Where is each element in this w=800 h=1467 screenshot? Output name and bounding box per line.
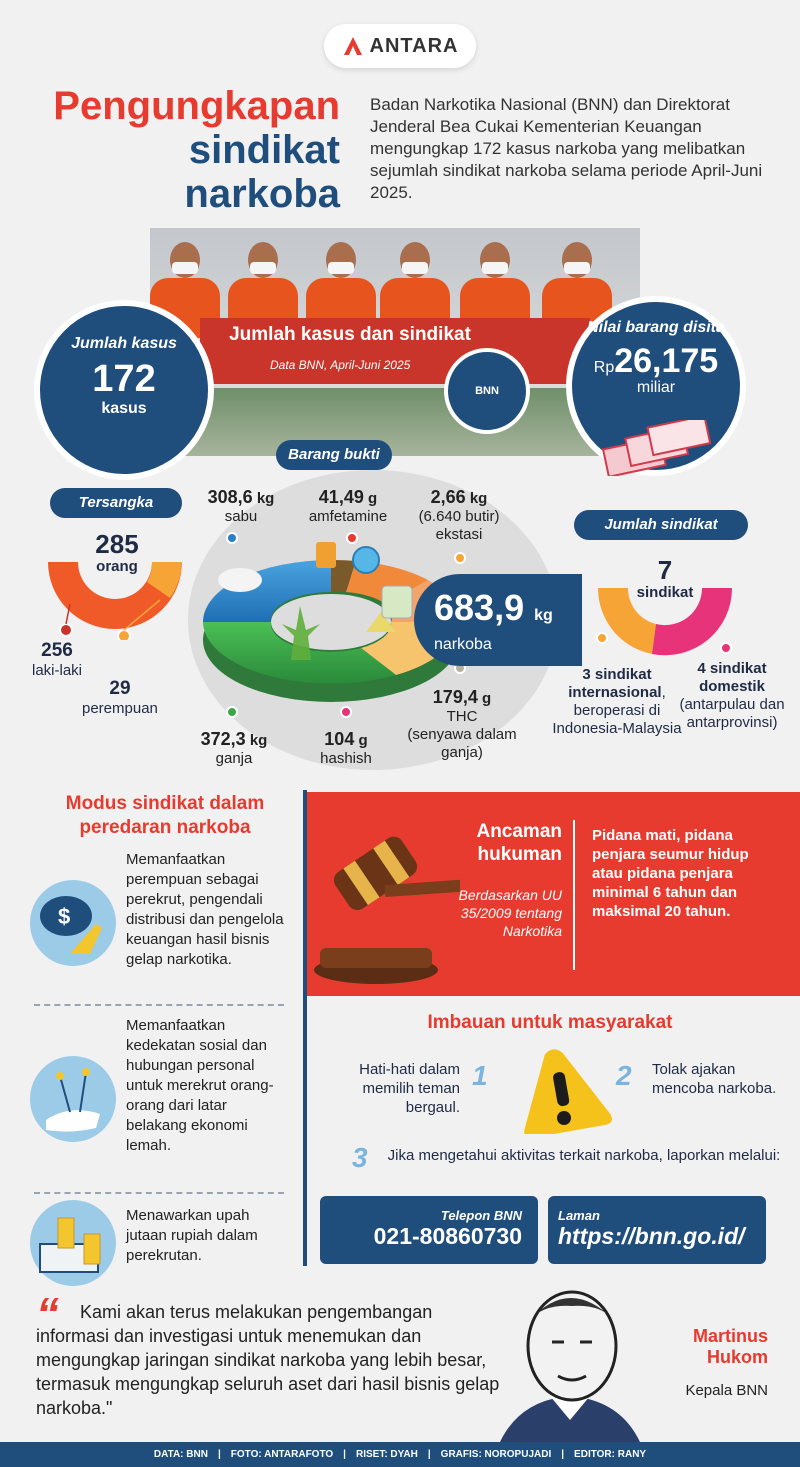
credit-separator: |: [561, 1449, 565, 1460]
imbauan-item-1: Hati-hati dalam memilih teman bergaul.: [359, 1061, 460, 1116]
imbauan-title: Imbauan untuk masyarakat: [427, 1012, 673, 1033]
ekstasi-unit: kg: [469, 490, 488, 507]
sabu-value: 308,6: [207, 487, 253, 507]
hukuman-text: Pidana mati, pidana penjara seumur hidup atau pidana penjara minimal 6 tahun dan maksimal 20 tahun.: [592, 827, 749, 920]
intl-dot: [596, 632, 608, 644]
amfetamine-name: amfetamine: [308, 508, 388, 525]
modus-text-3: Menawarkan upah jutaan rupiah dalam perekrutan.: [126, 1207, 258, 1264]
sindikat-domestik: [672, 660, 792, 732]
hukuman-divider: [573, 820, 575, 970]
nilai-value: 26,175: [614, 342, 719, 380]
thc-value: 179,4: [432, 687, 478, 707]
nilai-currency: Rp: [593, 359, 615, 376]
sindikat-internasional: [552, 666, 682, 738]
label-amfetamine: [298, 488, 398, 526]
total-value: 683,9: [434, 587, 525, 628]
ganja-name: ganja: [215, 750, 253, 767]
intl-bold: 3 sindikat internasional: [568, 666, 662, 701]
laman-link[interactable]: https://bnn.go.id/: [558, 1223, 745, 1249]
speaker-role: Kepala BNN: [685, 1382, 768, 1399]
female-label: perempuan: [82, 700, 158, 717]
barang-bukti-total: [414, 574, 582, 666]
title-line-1: Pengungkapan: [53, 84, 340, 128]
tersangka-pill: Tersangka: [50, 488, 182, 518]
modus-title: Modus sindikat dalam peredaran narkoba: [65, 793, 265, 838]
laman-label: Laman: [558, 1208, 600, 1223]
modus-text-1: Memanfaatkan perempuan sebagai perekrut, pengendali distribusi dan pengelola keuangan hasil bisnis gelap narkotika.: [126, 851, 284, 968]
dom-rest: (antarpulau dan antarprovinsi): [679, 696, 785, 731]
telepon-value[interactable]: 021-80860730: [373, 1223, 522, 1249]
hukuman-basis: Berdasarkan UU 35/2009 tentang Narkotika: [458, 887, 562, 939]
gavel-icon: [310, 800, 460, 990]
amfetamine-bottle-icon: [316, 542, 336, 568]
modus-item: [30, 1200, 290, 1280]
photo-banner: [200, 318, 590, 384]
nilai-value-row: [572, 342, 740, 381]
banner-title: Jumlah kasus dan sindikat: [229, 324, 471, 345]
amfetamine-unit: g: [368, 490, 378, 507]
thc-name: THC: [446, 708, 478, 725]
speaker-name: Martinus Hukom: [692, 1326, 768, 1367]
imbauan-item-3: Jika mengetahui aktivitas terkait narkoba, laporkan melalui:: [387, 1147, 781, 1164]
hashish-value: 104: [324, 729, 355, 749]
thc-unit: g: [482, 690, 492, 707]
speaker-portrait: [480, 1280, 660, 1442]
antara-logo-icon: [342, 35, 364, 57]
press-photo: [150, 228, 640, 456]
amfetamine-dot: [346, 532, 358, 544]
tersangka-female: [82, 678, 158, 717]
credit-riset: RISET: DYAH: [355, 1449, 418, 1460]
imbauan-item-2: Tolak ajakan mencoba narkoba.: [652, 1061, 777, 1097]
telepon-bnn-box: [320, 1196, 538, 1264]
female-dot: [118, 630, 130, 640]
telepon-label: Telepon BNN: [440, 1208, 522, 1223]
credit-separator: |: [217, 1449, 221, 1460]
credit-separator: |: [427, 1449, 431, 1460]
imbauan-number-3: 3: [352, 1142, 368, 1173]
credit-separator: |: [343, 1449, 346, 1460]
antara-logo-text: ANTARA: [369, 34, 459, 57]
credit-data: DATA: BNN: [153, 1449, 208, 1460]
tersangka-total-value: 285: [95, 529, 139, 559]
banner-source: Data BNN, April-Juni 2025: [270, 358, 411, 372]
male-label: laki-laki: [32, 662, 83, 679]
tersangka-total-unit: orang: [96, 558, 138, 575]
title-line-2: sindikat: [188, 128, 340, 172]
kasus-unit: kasus: [101, 400, 147, 417]
credit-editor: EDITOR: RANY: [574, 1449, 647, 1460]
nilai-unit: miliar: [636, 379, 676, 396]
kasus-value: 172: [92, 358, 156, 400]
label-sabu: [196, 488, 286, 526]
ganja-value: 372,3: [200, 729, 246, 749]
modus-item: [30, 850, 290, 990]
warning-sign-icon: [512, 1044, 612, 1134]
hukuman-title: Ancaman hukuman: [476, 821, 562, 865]
amfetamine-value: 41,49: [318, 487, 364, 507]
intro-text: Badan Narkotika Nasional (BNN) dan Direktorat Jenderal Bea Cukai Kementerian Keuangan mengungkap 172 kasus narkoba yang melibatkan sejumlah sindikat narkoba selama periode April-Juni 2025.: [370, 95, 763, 202]
kasus-label: Jumlah kasus: [71, 335, 177, 352]
ekstasi-dot: [454, 552, 466, 564]
sabu-name: sabu: [224, 508, 258, 525]
dashed-separator: [34, 1192, 284, 1194]
imbauan-number-2: 2: [616, 1060, 632, 1091]
ekstasi-value: 2,66: [430, 487, 466, 507]
label-ganja: [186, 730, 282, 768]
quote-text: Kami akan terus melakukan pengembangan informasi dan investigasi untuk menemukan dan mengungkap jaringan sindikat narkoba yang lebih besar, termasuk mengungkap seluruh aset dari hasil bisnis gelap narkoba.": [36, 1302, 500, 1418]
sindikat-total: [620, 556, 710, 601]
sabu-dot: [226, 532, 238, 544]
sabu-unit: kg: [256, 490, 275, 507]
credit-foto: FOTO: ANTARAFOTO: [230, 1449, 334, 1460]
kasus-circle: [34, 300, 214, 480]
ganja-dot: [226, 706, 238, 718]
female-value: 29: [109, 678, 131, 699]
total-unit: kg: [534, 607, 553, 624]
hashish-dot: [340, 706, 352, 718]
sabu-powder-icon: [218, 568, 262, 592]
hand-puppet-icon: [30, 1056, 116, 1142]
antara-logo: [324, 24, 476, 68]
bnn-seal-icon: [444, 348, 530, 434]
male-value: 256: [41, 640, 73, 661]
label-hashish: [306, 730, 386, 768]
money-stack-icon: [598, 420, 718, 476]
credits-footer: [0, 1442, 800, 1467]
thc-detail: (senyawa dalam ganja): [407, 726, 517, 761]
credit-grafis: GRAFIS: NOROPUJADI: [440, 1449, 552, 1460]
ekstasi-detail: (6.640 butir): [418, 508, 500, 525]
total-label: narkoba: [434, 636, 492, 653]
dom-dot: [720, 642, 732, 654]
imbauan-number-1: 1: [472, 1060, 488, 1091]
svg-text:$: $: [58, 904, 71, 929]
money-shoe-icon: [30, 880, 116, 966]
sindikat-total-unit: sindikat: [636, 584, 694, 601]
barang-bukti-pill: Barang bukti: [276, 440, 392, 470]
hashish-name: hashish: [320, 750, 372, 767]
label-ekstasi: [404, 488, 514, 544]
laman-bnn-box: [548, 1196, 766, 1264]
label-thc: [404, 688, 520, 762]
modus-item: [30, 1016, 290, 1186]
modus-text-2: Memanfaatkan kedekatan sosial dan hubungan personal untuk merekrut orang-orang dari latar belakang ekonomi lemah.: [126, 1017, 274, 1154]
nilai-label: Nilai barang disita: [587, 319, 725, 336]
tersangka-total: [72, 530, 162, 575]
hashish-unit: g: [358, 732, 368, 749]
quote-mark-icon: “: [36, 1288, 59, 1340]
male-dot: [60, 624, 72, 636]
dashed-separator: [34, 1004, 284, 1006]
thc-bag-icon: [382, 586, 412, 618]
ekstasi-name: ekstasi: [435, 526, 483, 543]
intl-rest: , beroperasi di Indonesia-Malaysia: [552, 684, 682, 737]
tersangka-male: [32, 640, 82, 679]
dom-bold: 4 sindikat domestik: [697, 660, 767, 695]
page-title: [30, 84, 340, 216]
sindikat-total-value: 7: [657, 555, 673, 585]
title-line-3: narkoba: [184, 172, 340, 216]
sindikat-pill: Jumlah sindikat: [574, 510, 748, 540]
ekstasi-pill-icon: [353, 547, 379, 573]
seal-text: BNN: [475, 385, 499, 397]
cash-coins-icon: [30, 1200, 116, 1286]
ganja-unit: kg: [249, 732, 268, 749]
